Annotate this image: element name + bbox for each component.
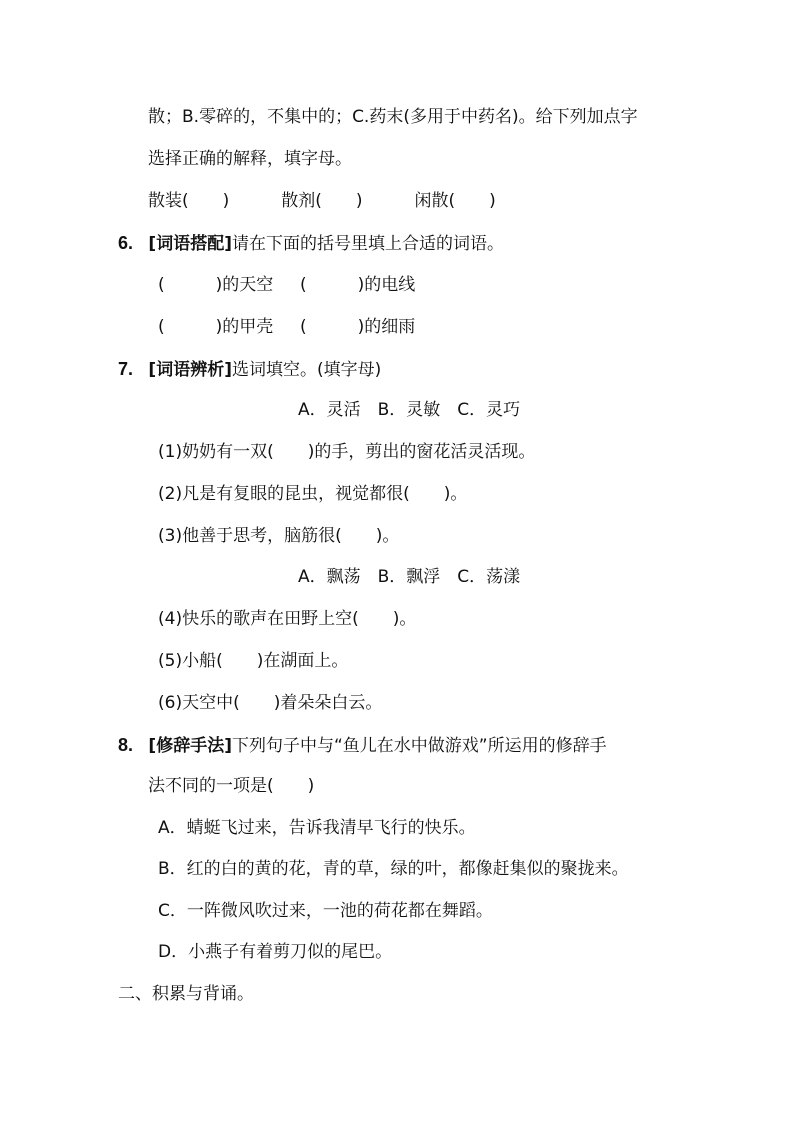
- q7-options-2: A．飘荡 B．飘浮 C．荡漾: [298, 567, 521, 587]
- q7-item-3: (3)他善于思考，脑筋很( )。: [158, 526, 400, 546]
- q6-number: 6.: [118, 233, 134, 253]
- q7-number: 7.: [118, 359, 134, 379]
- q8-number: 8.: [118, 735, 134, 755]
- q8-choice-d[interactable]: D．小燕子有着剪刀似的尾巴。: [158, 942, 393, 962]
- q8-prompt-line-2: 法不同的一项是( ): [148, 776, 315, 796]
- q6-row-1: [158, 273, 415, 297]
- q7-tag: [词语辨析]: [148, 360, 232, 380]
- q5-blanks-row: [148, 189, 548, 213]
- q6-blank-wire[interactable]: ( )的电线: [300, 275, 416, 295]
- q8-heading: [118, 733, 607, 758]
- q7-options-1: A．灵活 B．灵敏 C．灵巧: [298, 400, 521, 420]
- q6-heading: [118, 231, 504, 256]
- q7-item-1: (1)奶奶有一双( )的手，剪出的窗花活灵活现。: [158, 442, 536, 462]
- q5-line-2: 选择正确的解释，填字母。: [148, 149, 352, 169]
- q7-prompt: 选词填空。(填字母): [231, 360, 382, 380]
- q8-choice-c[interactable]: C．一阵微风吹过来，一池的荷花都在舞蹈。: [158, 901, 493, 921]
- q5-blank-2[interactable]: 散剂( ): [281, 191, 363, 211]
- q5-blank-1[interactable]: 散装( ): [148, 191, 230, 211]
- q6-blank-rain[interactable]: ( )的细雨: [300, 317, 416, 337]
- q6-tag: [词语搭配]: [148, 234, 232, 254]
- q6-row-2: [158, 315, 415, 339]
- q7-item-5: (5)小船( )在湖面上。: [158, 651, 349, 671]
- q5-blank-3[interactable]: 闲散( ): [414, 191, 496, 211]
- q8-prompt-line-1: 下列句子中与“鱼儿在水中做游戏”所运用的修辞手: [231, 736, 607, 756]
- q7-item-2: (2)凡是有复眼的昆虫，视觉都很( )。: [158, 484, 468, 504]
- q7-item-4: (4)快乐的歌声在田野上空( )。: [158, 609, 417, 629]
- q6-blank-shell[interactable]: ( )的甲壳: [158, 317, 274, 337]
- q8-tag: [修辞手法]: [148, 736, 232, 756]
- section-2-title: 二、积累与背诵。: [118, 984, 254, 1004]
- q7-heading: [118, 357, 381, 382]
- q7-item-6: (6)天空中( )着朵朵白云。: [158, 693, 383, 713]
- q6-prompt: 请在下面的括号里填上合适的词语。: [231, 234, 504, 254]
- q8-choice-b[interactable]: B．红的白的黄的花，青的草，绿的叶，都像赶集似的聚拢来。: [158, 859, 629, 879]
- q6-blank-sky[interactable]: ( )的天空: [158, 275, 274, 295]
- q5-line-1: 散；B.零碎的，不集中的；C.药末(多用于中药名)。给下列加点字: [148, 107, 638, 127]
- q8-choice-a[interactable]: A．蜻蜓飞过来，告诉我清早飞行的快乐。: [158, 818, 476, 838]
